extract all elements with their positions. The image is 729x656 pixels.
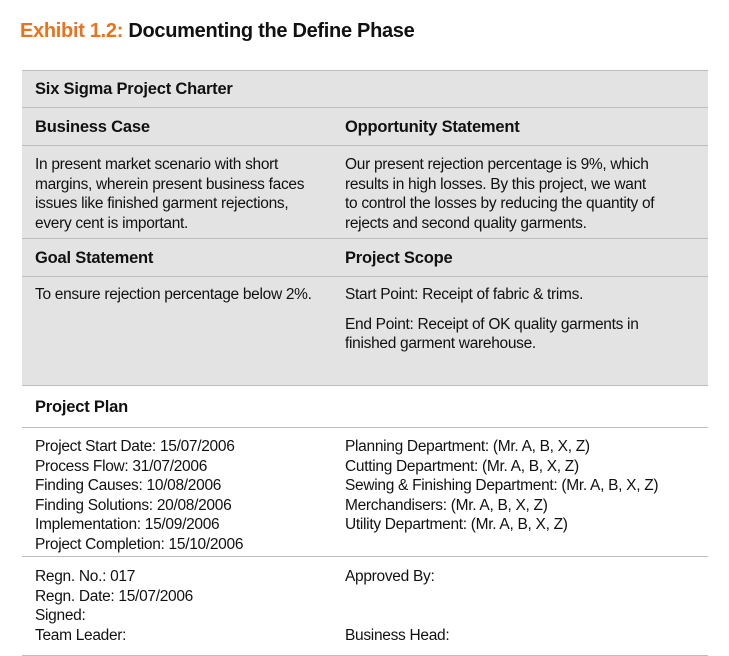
milestone-item: Project Completion: 15/10/2006 [35, 535, 244, 553]
signoff-row [22, 557, 708, 656]
exhibit-title [20, 20, 414, 43]
scope-end-line: finished garment warehouse. [345, 335, 536, 352]
project-plan-heading-row [22, 386, 708, 428]
opportunity-line: to control the losses by reducing the quantity of [345, 195, 655, 212]
milestone-item: Implementation: 15/09/2006 [35, 516, 220, 533]
goal-statement-heading: Goal Statement [35, 248, 154, 267]
department-item: Sewing & Finishing Department: (Mr. A, B, X, Z) [345, 477, 659, 494]
goal-statement-text [22, 285, 345, 305]
milestone-item: Process Flow: 31/07/2006 [35, 457, 208, 475]
scope-start-line: Start Point: Receipt of fabric & trims. [345, 286, 584, 303]
department-item: Utility Department: (Mr. A, B, X, Z) [345, 516, 568, 533]
registration-line: Team Leader: [35, 626, 127, 644]
registration-line: Signed: [35, 607, 86, 624]
opportunity-statement-text [345, 155, 708, 233]
department-item: Planning Department: (Mr. A, B, X, Z) [345, 438, 590, 455]
milestone-item: Project Start Date: 15/07/2006 [35, 438, 235, 455]
approval-details [345, 567, 708, 645]
scope-start-point [345, 285, 702, 305]
business-case-line: issues like finished garment rejections, [35, 195, 289, 212]
project-plan-body-row [22, 428, 708, 557]
registration-line: Regn. Date: 15/07/2006 [35, 587, 193, 605]
business-head-label: Business Head: [345, 626, 450, 644]
scope-end-point [345, 315, 702, 354]
goal-scope-body-row [22, 277, 708, 386]
scope-end-line: End Point: Receipt of OK quality garments in [345, 315, 639, 333]
department-item: Merchandisers: (Mr. A, B, X, Z) [345, 496, 548, 514]
department-item: Cutting Department: (Mr. A, B, X, Z) [345, 457, 579, 475]
project-charter-table [22, 70, 708, 656]
exhibit-heading: Documenting the Define Phase [128, 20, 415, 42]
milestone-item: Finding Causes: 10/08/2006 [35, 477, 222, 494]
business-case-line: In present market scenario with short [35, 156, 279, 173]
opportunity-statement-heading: Opportunity Statement [345, 117, 520, 136]
opportunity-line: results in high losses. By this project, we want [345, 175, 646, 193]
milestone-item: Finding Solutions: 20/08/2006 [35, 496, 232, 514]
registration-line: Regn. No.: 017 [35, 568, 136, 585]
milestone-list [22, 437, 345, 554]
goal-scope-heading-row [22, 239, 708, 277]
opportunity-line: rejects and second quality garments. [345, 214, 587, 232]
approval-spacer [345, 587, 702, 607]
charter-title-row [22, 71, 708, 108]
business-opportunity-body-row [22, 146, 708, 239]
project-scope-text [345, 285, 708, 354]
approval-spacer [345, 606, 702, 626]
business-case-line: margins, wherein present business faces [35, 175, 305, 193]
opportunity-line: Our present rejection percentage is 9%, which [345, 156, 649, 173]
business-case-text [22, 155, 345, 233]
business-opportunity-heading-row [22, 108, 708, 146]
project-scope-heading: Project Scope [345, 248, 453, 267]
charter-title: Six Sigma Project Charter [35, 80, 233, 98]
project-plan-heading: Project Plan [35, 397, 128, 416]
approved-by-label: Approved By: [345, 568, 435, 585]
business-case-line: every cent is important. [35, 214, 189, 232]
goal-line: To ensure rejection percentage below 2%. [35, 286, 312, 303]
department-list [345, 437, 708, 535]
registration-details [22, 567, 345, 645]
exhibit-label: Exhibit 1.2: [20, 20, 124, 42]
business-case-heading: Business Case [35, 117, 150, 136]
